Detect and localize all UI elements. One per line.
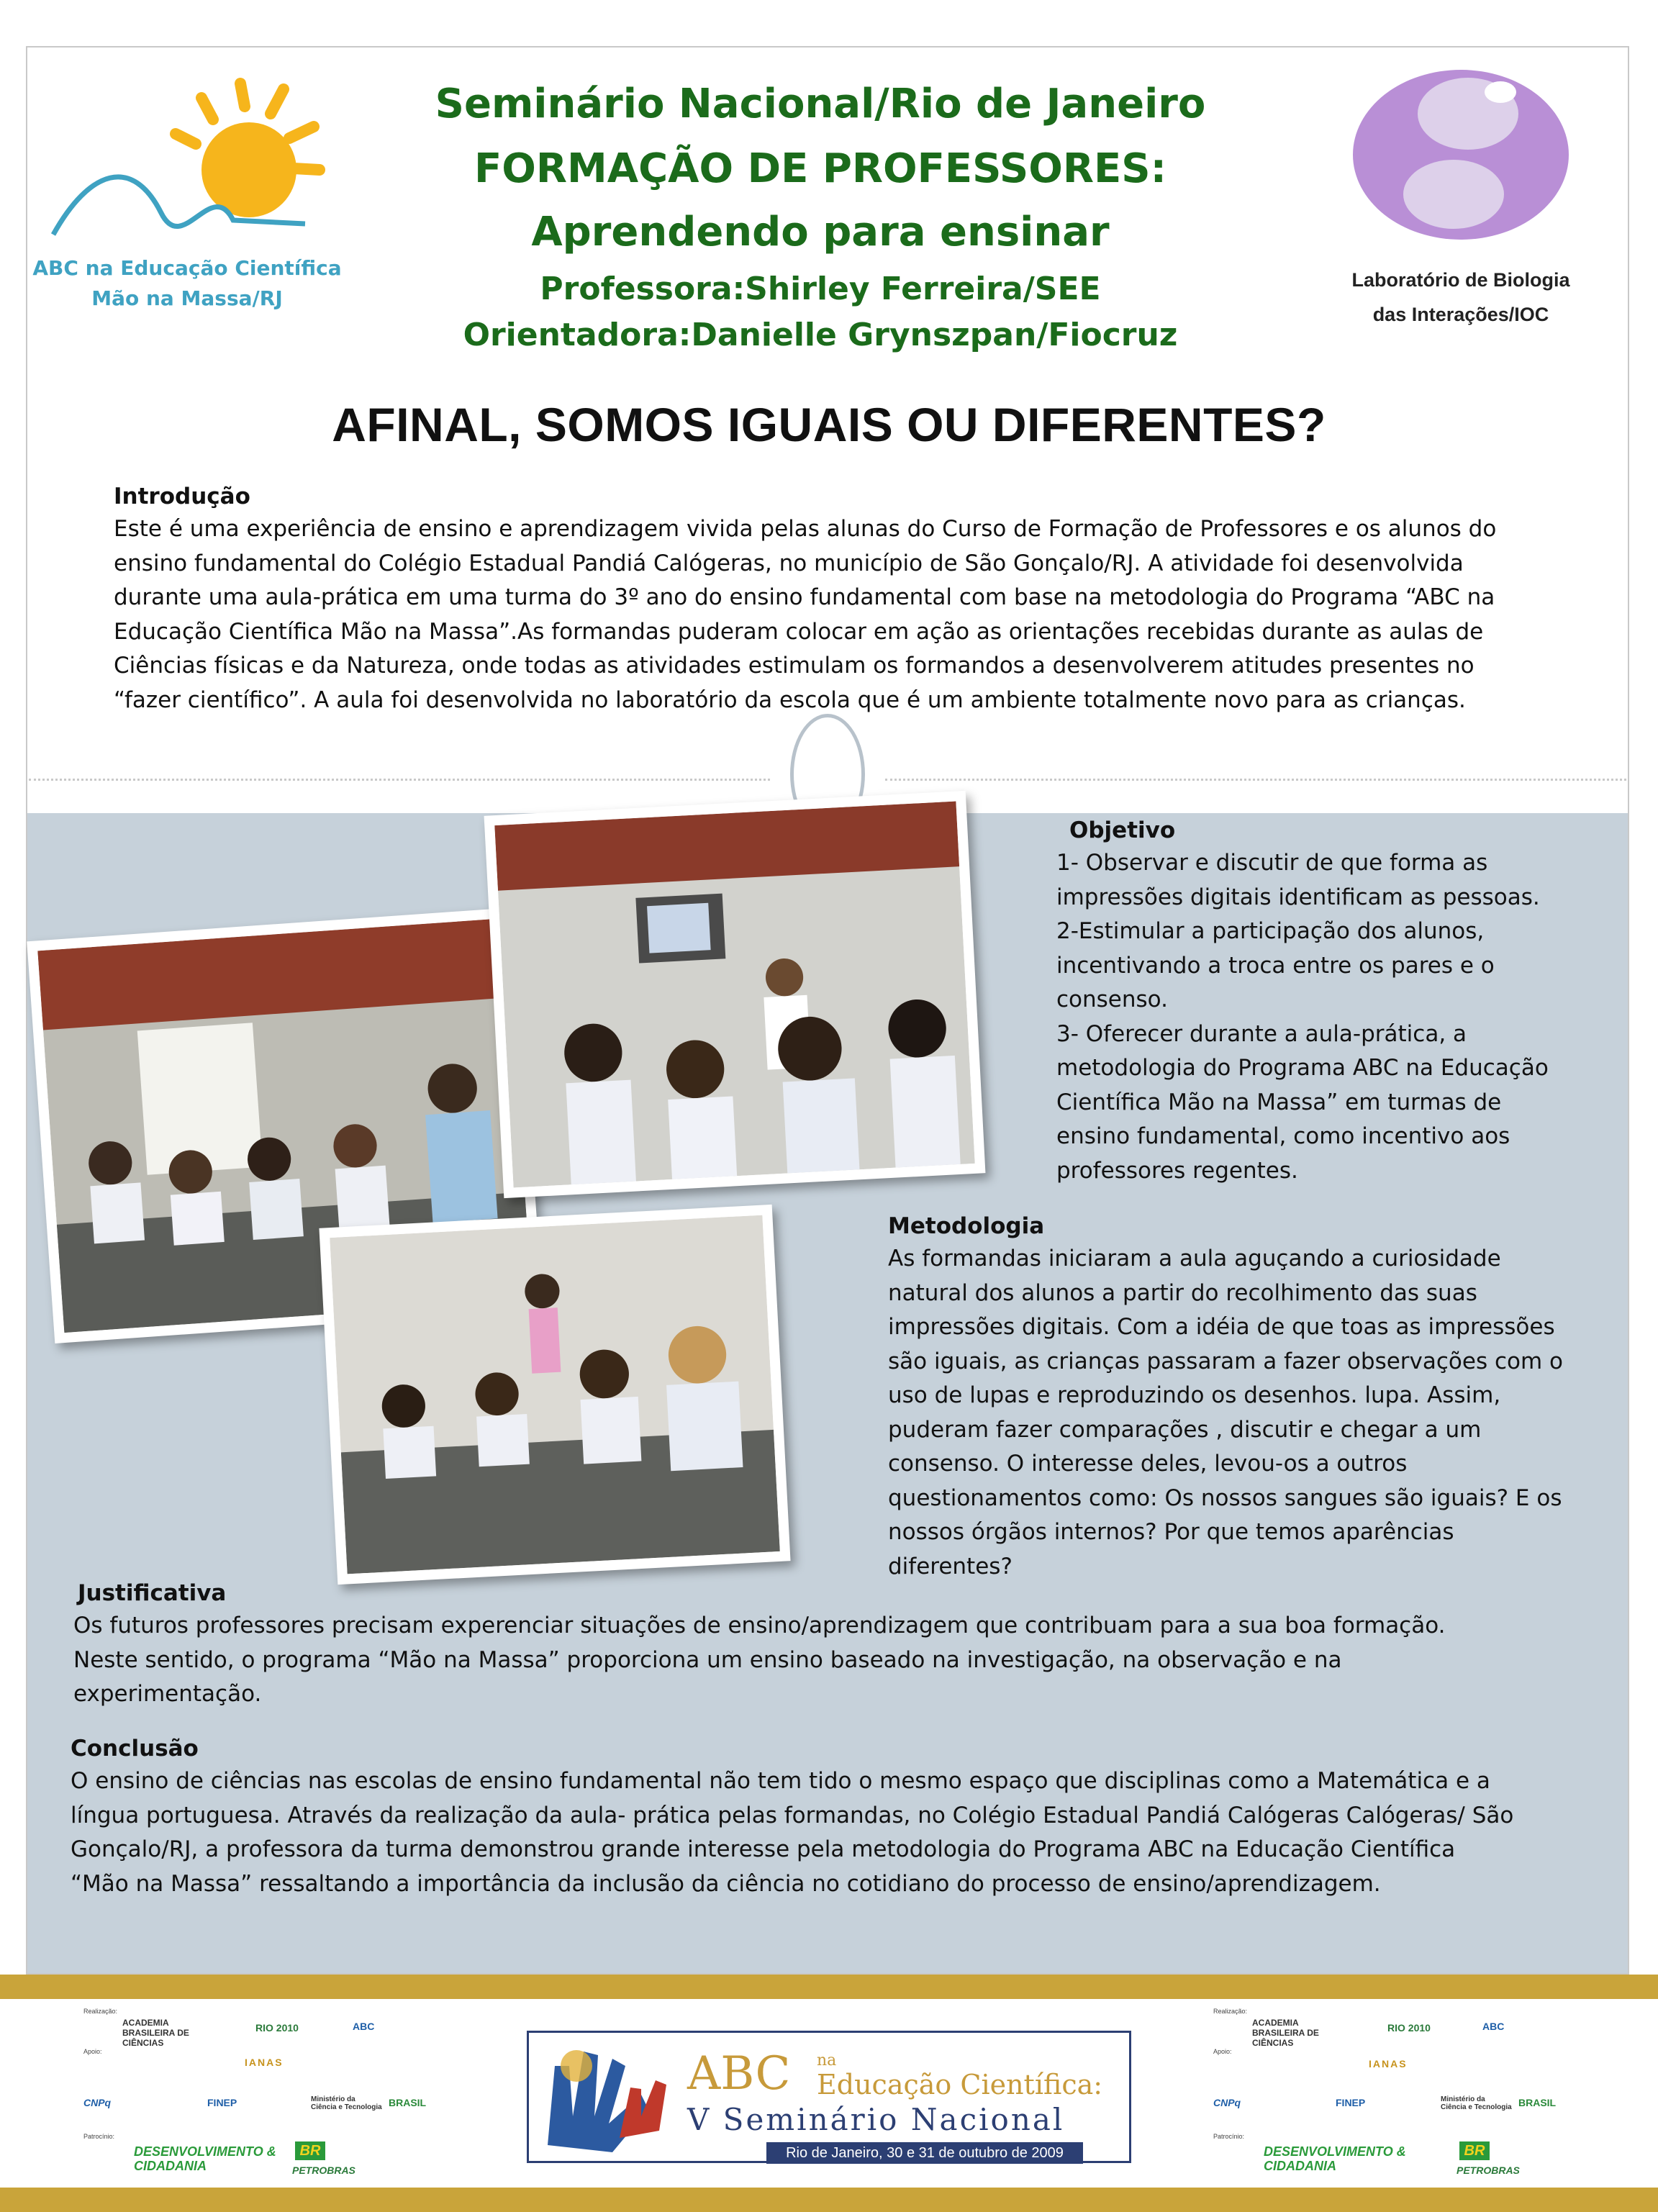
label-patrocinio-left: Patrocínio: xyxy=(83,2133,115,2140)
justificativa-line: Os futuros professores precisam experenciar situações de ensino/aprendizagem que contribuam para a sua boa formação. xyxy=(73,1613,1446,1638)
objetivo-line: ensino fundamental, como incentivo aos xyxy=(1056,1123,1510,1149)
metodologia-line: As formandas iniciaram a aula aguçando a curiosidade xyxy=(888,1246,1501,1272)
footer-band-bottom xyxy=(0,2188,1658,2212)
banner-educacao: Educação Científica: xyxy=(817,2069,1103,2100)
objetivo-line: Científica Mão na Massa” em turmas de xyxy=(1056,1089,1502,1115)
lab-logo-line1: Laboratório de Biologia xyxy=(1351,269,1570,291)
logo-rio-right: RIO 2010 xyxy=(1387,2022,1431,2034)
logo-br-right: BR xyxy=(1459,2141,1490,2160)
abc-sun-logo xyxy=(46,69,334,242)
metodologia-line: consenso. O interesse deles, levou-os a outros xyxy=(888,1451,1408,1477)
banner-na: na xyxy=(817,2052,837,2070)
justificativa-line: experimentação. xyxy=(73,1681,262,1707)
metodologia-line: natural dos alunos a partir do recolhimento das suas xyxy=(888,1279,1477,1306)
header-orientadora: Orientadora:Danielle Grynszpan/Fiocruz xyxy=(463,317,1178,353)
photo-classroom-tv xyxy=(484,791,986,1198)
abc-logo-line2: Mão na Massa/RJ xyxy=(91,286,283,310)
metodologia-line: uso de lupas e reproduzindo os desenhos. lupa. Assim, xyxy=(888,1382,1501,1408)
conclusao-line: Gonçalo/RJ, a professora da turma demonstrou grande interesse pela metodologia do Programa ABC na Educação Científica xyxy=(71,1836,1456,1862)
logo-petrobras-right: PETROBRAS xyxy=(1457,2165,1520,2176)
logo-desenvolvimento-left: DESENVOLVIMENTO & CIDADANIA xyxy=(134,2144,276,2173)
banner-seminario: V Seminário Nacional xyxy=(687,2102,1065,2137)
logo-abc-right: ABC xyxy=(1482,2021,1505,2032)
introducao-line: ensino fundamental do Colégio Estadual Pandiá Calógeras, no município de São Gonçalo/RJ. A atividade foi desenvolvida xyxy=(114,550,1464,576)
abc-logo-line1: ABC na Educação Científica xyxy=(32,256,342,280)
metodologia-line: questionamentos como: Os nossos sangues são iguais? E os xyxy=(888,1485,1562,1511)
conclusao-line: língua portuguesa. Através da realização da aula- prática pelas formandas, no Colégio Estadual Pandiá Calógeras Calógeras/ São xyxy=(71,1802,1514,1828)
objetivo-line: 3- Oferecer durante a aula-prática, a xyxy=(1056,1020,1467,1047)
banner-date: Rio de Janeiro, 30 e 31 de outubro de 2009 xyxy=(766,2142,1083,2164)
lab-yin-yang-logo xyxy=(1346,65,1576,245)
metodologia-line: nossos órgãos internos? Por que temos aparências xyxy=(888,1519,1454,1545)
introducao-line: Ciências físicas e da Natureza, onde todas as atividades estimulam os formandos a desenvolverem atitudes presentes no xyxy=(114,653,1474,679)
logo-petrobras-left: PETROBRAS xyxy=(292,2165,355,2176)
introducao-body xyxy=(114,512,1569,717)
metodologia-line: diferentes? xyxy=(888,1553,1013,1579)
introducao-line: durante uma aula-prática em uma turma do 3º ano do ensino fundamental com base na metodologia do Programa “ABC na xyxy=(114,584,1495,610)
logo-ministerio-left: Ministério da Ciência e Tecnologia xyxy=(311,2095,382,2111)
introducao-line: Educação Científica Mão na Massa”.As formandas puderam colocar em ação as orientações recebidas durante as aulas de xyxy=(114,618,1484,645)
logo-academia-right: ACADEMIA BRASILEIRA DE CIÊNCIAS xyxy=(1252,2018,1319,2048)
introducao-title: Introdução xyxy=(114,484,250,509)
objetivo-body xyxy=(1056,846,1580,1188)
lab-logo-line2: das Interações/IOC xyxy=(1372,304,1549,325)
logo-ministerio-right: Ministério da Ciência e Tecnologia xyxy=(1441,2095,1512,2111)
conclusao-line: “Mão na Massa” ressaltando a importância da inclusão da ciência no cotidiano do processo de ensino/aprendizagem. xyxy=(71,1870,1381,1897)
label-apoio-left: Apoio: xyxy=(83,2048,102,2055)
introducao-line: “fazer científico”. A aula foi desenvolvida no laboratório da escola que é um ambiente totalmente novo para as crianças. xyxy=(114,686,1466,713)
header-line2: FORMAÇÃO DE PROFESSORES: xyxy=(474,145,1167,192)
conclusao-title: Conclusão xyxy=(71,1736,199,1762)
seminar-banner xyxy=(527,2031,1131,2163)
divider-left xyxy=(29,779,770,781)
footer-band-top xyxy=(0,1975,1658,1999)
objetivo-title: Objetivo xyxy=(1069,817,1176,843)
logo-ianas-left: IANAS xyxy=(245,2057,284,2068)
justificativa-title: Justificativa xyxy=(78,1580,227,1606)
label-realizacao-left: Realização: xyxy=(83,2008,118,2015)
introducao-line: Este é uma experiência de ensino e aprendizagem vivida pelas alunas do Curso de Formação de Professores e os alunos do xyxy=(114,516,1497,542)
conclusao-line: O ensino de ciências nas escolas de ensino fundamental não tem tido o mesmo espaço que disciplinas como a Matemática e a xyxy=(71,1768,1490,1794)
metodologia-body xyxy=(888,1242,1580,1584)
objetivo-line: incentivando a troca entre os pares e o xyxy=(1056,952,1495,979)
photo-girls-table xyxy=(319,1205,790,1585)
logo-ianas-right: IANAS xyxy=(1369,2058,1408,2070)
logo-cnpq-left: CNPq xyxy=(83,2097,112,2108)
objetivo-line: professores regentes. xyxy=(1056,1157,1298,1184)
label-realizacao-right: Realização: xyxy=(1213,2008,1248,2015)
logo-desenvolvimento-right: DESENVOLVIMENTO & CIDADANIA xyxy=(1264,2144,1406,2173)
objetivo-line: metodologia do Programa ABC na Educação xyxy=(1056,1055,1549,1081)
metodologia-title: Metodologia xyxy=(888,1213,1045,1239)
logo-abc-left: ABC xyxy=(353,2021,375,2032)
metodologia-line: são iguais, as crianças passaram a fazer observações com o xyxy=(888,1348,1564,1374)
main-title: AFINAL, SOMOS IGUAIS OU DIFERENTES? xyxy=(332,398,1326,451)
label-apoio-right: Apoio: xyxy=(1213,2048,1232,2055)
logo-finep-right: FINEP xyxy=(1336,2097,1366,2108)
logo-br-left: BR xyxy=(295,2141,325,2160)
header-line1: Seminário Nacional/Rio de Janeiro xyxy=(435,81,1206,127)
label-patrocinio-right: Patrocínio: xyxy=(1213,2133,1245,2140)
metodologia-line: puderam fazer comparações , discutir e chegar a um xyxy=(888,1416,1482,1443)
objetivo-line: consenso. xyxy=(1056,987,1168,1012)
header-professora: Professora:Shirley Ferreira/SEE xyxy=(540,271,1101,307)
conclusao-body xyxy=(71,1764,1589,1901)
header-line3: Aprendendo para ensinar xyxy=(531,209,1110,255)
metodologia-line: impressões digitais. Com a idéia de que toas as impressões xyxy=(888,1314,1555,1340)
banner-abc: ABC xyxy=(687,2047,791,2100)
logo-cnpq-right: CNPq xyxy=(1213,2097,1241,2108)
justificativa-line: Neste sentido, o programa “Mão na Massa” proporciona um ensino baseado na investigação, na observação e na xyxy=(73,1646,1342,1673)
hands-art-icon xyxy=(533,2037,677,2159)
objetivo-line: impressões digitais identificam as pessoas. xyxy=(1056,884,1540,910)
logo-finep-left: FINEP xyxy=(207,2097,237,2108)
logo-brasil-right: BRASIL xyxy=(1518,2097,1557,2108)
logo-academia-left: ACADEMIA BRASILEIRA DE CIÊNCIAS xyxy=(122,2018,189,2048)
divider-right xyxy=(885,779,1626,781)
logo-rio-left: RIO 2010 xyxy=(255,2022,299,2034)
objetivo-line: 1- Observar e discutir de que forma as xyxy=(1056,850,1488,876)
justificativa-body xyxy=(73,1609,1577,1712)
objetivo-line: 2-Estimular a participação dos alunos, xyxy=(1056,918,1485,944)
logo-brasil-left: BRASIL xyxy=(389,2097,427,2108)
